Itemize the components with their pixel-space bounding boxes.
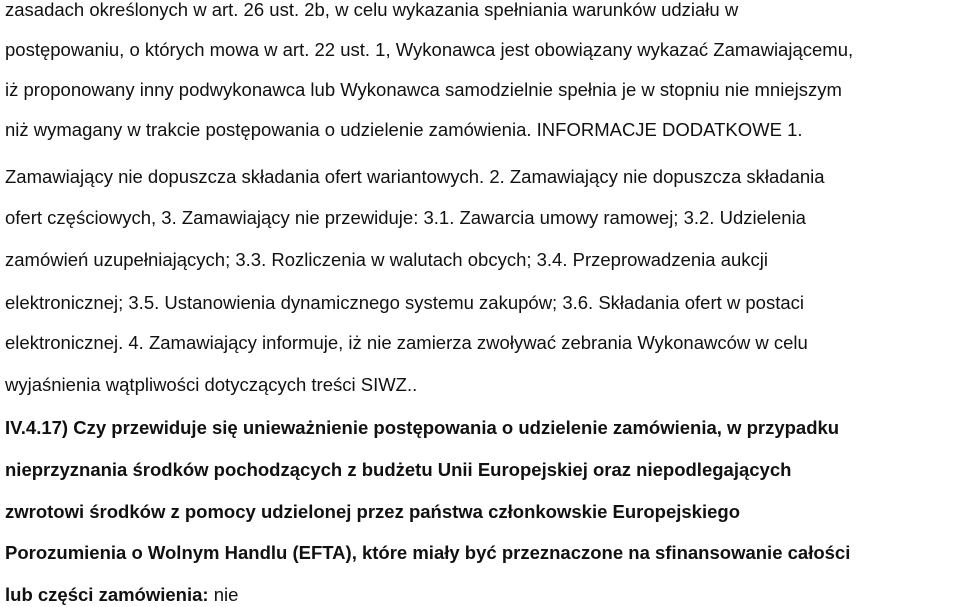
paragraph-line: niż wymagany w trakcie postępowania o udzielenie zamówienia. INFORMACJE DODATKOWE 1.: [5, 119, 803, 140]
question-line: nieprzyznania środków pochodzących z budżetu Unii Europejskiej oraz niepodlegających: [5, 459, 792, 480]
paragraph-line: zasadach określonych w art. 26 ust. 2b, w celu wykazania spełniania warunków udziału w: [5, 0, 739, 20]
paragraph-line: Zamawiający nie dopuszcza składania ofert wariantowych. 2. Zamawiający nie dopuszcza składania: [5, 166, 825, 187]
paragraph-line: elektronicznej. 4. Zamawiający informuje, iż nie zamierza zwoływać zebrania Wykonawców w celu: [5, 332, 808, 353]
question-line: zwrotowi środków z pomocy udzielonej przez państwa członkowskie Europejskiego: [5, 501, 740, 522]
paragraph-line: elektronicznej; 3.5. Ustanowienia dynamicznego systemu zakupów; 3.6. Składania ofert w postaci: [5, 292, 805, 313]
paragraph-line: postępowaniu, o których mowa w art. 22 ust. 1, Wykonawca jest obowiązany wykazać Zamawiającemu,: [5, 39, 854, 60]
paragraph-line: ofert częściowych, 3. Zamawiający nie przewiduje: 3.1. Zawarcia umowy ramowej; 3.2. Udzielenia: [5, 207, 806, 228]
question-answer-line: [5, 584, 238, 606]
question-line: IV.4.17) Czy przewiduje się unieważnienie postępowania o udzielenie zamówienia, w przypadku: [5, 417, 840, 438]
paragraph-line: iż proponowany inny podwykonawca lub Wykonawca samodzielnie spełnia je w stopniu nie mniejszym: [5, 79, 842, 100]
paragraph-line: wyjaśnienia wątpliwości dotyczących treści SIWZ..: [5, 374, 418, 395]
question-line: Porozumienia o Wolnym Handlu (EFTA), które miały być przeznaczone na sfinansowanie całości: [5, 542, 851, 563]
question-label: lub części zamówienia:: [5, 584, 209, 605]
question-answer: nie: [213, 584, 239, 605]
paragraph-line: zamówień uzupełniających; 3.3. Rozliczenia w walutach obcych; 3.4. Przeprowadzenia aukcji: [5, 249, 769, 270]
